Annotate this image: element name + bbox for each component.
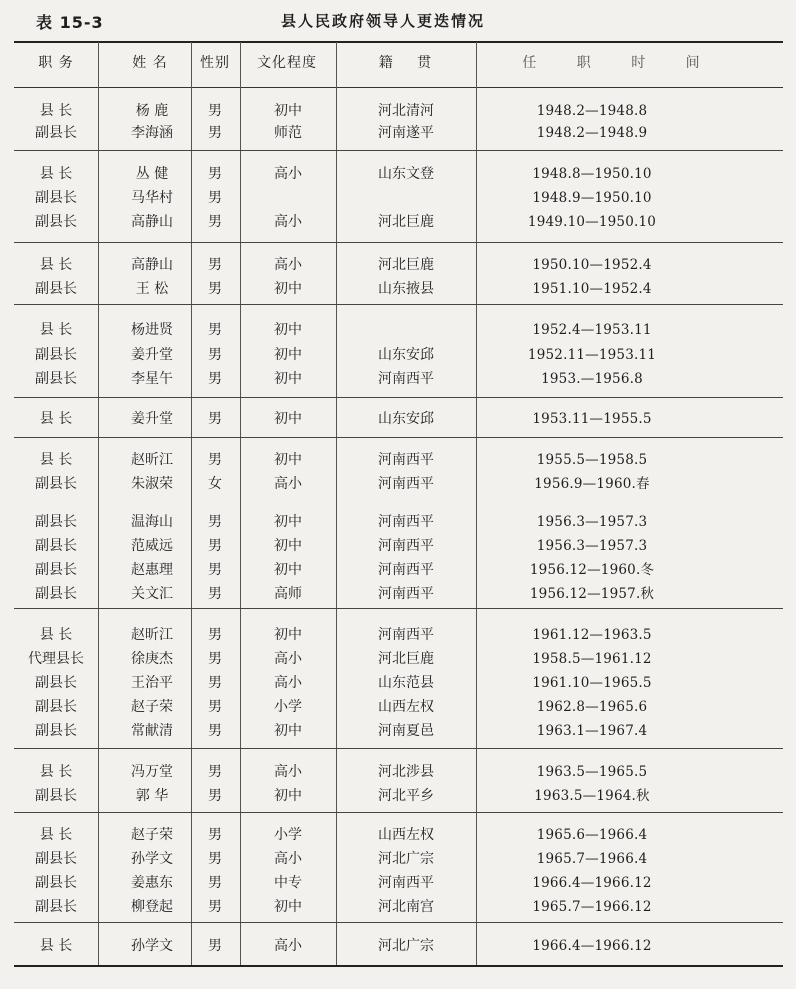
origin-cell: 山东安邱: [378, 411, 434, 427]
origin-cell: 河北南宫: [378, 899, 434, 915]
gender-cell: 男: [208, 899, 222, 915]
position-cell: 县 长: [39, 166, 73, 182]
education-cell: 初中: [274, 347, 302, 363]
name-cell: 李海涵: [131, 125, 173, 141]
education-cell: 初中: [274, 723, 302, 739]
header-tenure: 任 职 时 间: [522, 55, 718, 71]
tenure-cell: 1951.10—1952.4: [532, 281, 652, 297]
origin-cell: 山西左权: [378, 699, 434, 715]
origin-cell: 河南西平: [378, 538, 434, 554]
origin-cell: 河南西平: [378, 562, 434, 578]
name-cell: 赵子荣: [131, 699, 173, 715]
origin-cell: 河北平乡: [378, 788, 434, 804]
name-cell: 王治平: [131, 675, 173, 691]
origin-cell: 河北巨鹿: [378, 651, 434, 667]
header-origin: 籍 贯: [378, 55, 442, 71]
column-divider: [191, 42, 192, 965]
name-cell: 赵子荣: [131, 827, 173, 843]
group-separator: [14, 397, 783, 398]
education-cell: 高小: [274, 214, 302, 230]
header-name: 姓 名: [132, 55, 168, 71]
name-cell: 马华村: [131, 190, 173, 206]
table-caption: [36, 6, 776, 36]
tenure-cell: 1965.6—1966.4: [536, 827, 648, 843]
name-cell: 杨 鹿: [135, 103, 169, 119]
name-cell: 姜升堂: [131, 347, 173, 363]
education-cell: 初中: [274, 322, 302, 338]
position-cell: 副县长: [35, 371, 77, 387]
tenure-cell: 1948.8—1950.10: [532, 166, 652, 182]
tenure-cell: 1966.4—1966.12: [532, 875, 652, 891]
name-cell: 孙学文: [131, 938, 173, 954]
position-cell: 县 长: [39, 827, 73, 843]
education-cell: 高小: [274, 651, 302, 667]
origin-cell: 山东掖县: [378, 281, 434, 297]
name-cell: 孙学文: [131, 851, 173, 867]
origin-cell: 河南西平: [378, 476, 434, 492]
column-divider: [98, 42, 99, 965]
position-cell: 县 长: [39, 411, 73, 427]
position-cell: 副县长: [35, 788, 77, 804]
education-cell: 中专: [274, 875, 302, 891]
gender-cell: 男: [208, 322, 222, 338]
tenure-cell: 1949.10—1950.10: [527, 214, 657, 230]
gender-cell: 男: [208, 514, 222, 530]
origin-cell: 山东安邱: [378, 347, 434, 363]
gender-cell: 男: [208, 675, 222, 691]
gender-cell: 男: [208, 586, 222, 602]
gender-cell: 男: [208, 723, 222, 739]
header-gender: 性别: [200, 55, 230, 71]
position-cell: 副县长: [35, 675, 77, 691]
gender-cell: 男: [208, 257, 222, 273]
tenure-cell: 1966.4—1966.12: [532, 938, 652, 954]
name-cell: 徐庚杰: [131, 651, 173, 667]
name-cell: 赵惠理: [131, 562, 173, 578]
position-cell: 副县长: [35, 899, 77, 915]
group-separator: [14, 748, 783, 749]
column-divider: [336, 42, 337, 965]
name-cell: 朱淑荣: [131, 476, 173, 492]
position-cell: 县 长: [39, 103, 73, 119]
education-cell: 高小: [274, 257, 302, 273]
position-cell: 副县长: [35, 699, 77, 715]
position-cell: 副县长: [35, 347, 77, 363]
group-separator: [14, 150, 783, 151]
group-separator: [14, 922, 783, 923]
origin-cell: 河北巨鹿: [378, 257, 434, 273]
education-cell: 初中: [274, 514, 302, 530]
gender-cell: 男: [208, 166, 222, 182]
origin-cell: 河南西平: [378, 514, 434, 530]
education-cell: 小学: [274, 699, 302, 715]
tenure-cell: 1961.10—1965.5: [532, 675, 652, 691]
education-cell: 师范: [274, 125, 302, 141]
group-separator: [14, 437, 783, 438]
position-cell: 副县长: [35, 214, 77, 230]
name-cell: 关文汇: [131, 586, 173, 602]
group-separator: [14, 608, 783, 609]
name-cell: 冯万堂: [131, 764, 173, 780]
origin-cell: 河南西平: [378, 875, 434, 891]
tenure-cell: 1952.4—1953.11: [532, 322, 652, 338]
education-cell: 初中: [274, 103, 302, 119]
position-cell: 副县长: [35, 538, 77, 554]
tenure-cell: 1958.5—1961.12: [532, 651, 652, 667]
gender-cell: 男: [208, 875, 222, 891]
name-cell: 杨进贤: [131, 322, 173, 338]
education-cell: 小学: [274, 827, 302, 843]
origin-cell: 河北广宗: [378, 851, 434, 867]
name-cell: 温海山: [131, 514, 173, 530]
education-cell: 高小: [274, 938, 302, 954]
name-cell: 王 松: [135, 281, 169, 297]
tenure-cell: 1956.12—1957.秋: [529, 586, 655, 602]
tenure-cell: 1955.5—1958.5: [536, 452, 648, 468]
education-cell: 初中: [274, 562, 302, 578]
position-cell: 县 长: [39, 938, 73, 954]
origin-cell: 山东文登: [378, 166, 434, 182]
gender-cell: 男: [208, 190, 222, 206]
tenure-cell: 1948.9—1950.10: [532, 190, 652, 206]
column-divider: [476, 42, 477, 965]
group-separator: [14, 812, 783, 813]
tenure-cell: 1953.11—1955.5: [532, 411, 652, 427]
tenure-cell: 1953.—1956.8: [541, 371, 643, 387]
column-divider: [240, 42, 241, 965]
education-cell: 高师: [274, 586, 302, 602]
tenure-cell: 1948.2—1948.8: [536, 103, 648, 119]
tenure-cell: 1961.12—1963.5: [532, 627, 652, 643]
origin-cell: 河南遂平: [378, 125, 434, 141]
gender-cell: 男: [208, 452, 222, 468]
tenure-cell: 1962.8—1965.6: [536, 699, 648, 715]
position-cell: 副县长: [35, 190, 77, 206]
position-cell: 副县长: [35, 851, 77, 867]
education-cell: 初中: [274, 452, 302, 468]
tenure-cell: 1963.5—1965.5: [536, 764, 648, 780]
education-cell: 初中: [274, 627, 302, 643]
education-cell: 高小: [274, 675, 302, 691]
name-cell: 姜惠东: [131, 875, 173, 891]
tenure-cell: 1956.12—1960.冬: [529, 562, 655, 578]
origin-cell: 河南西平: [378, 627, 434, 643]
name-cell: 高静山: [131, 214, 173, 230]
position-cell: 副县长: [35, 281, 77, 297]
gender-cell: 男: [208, 851, 222, 867]
education-cell: 高小: [274, 764, 302, 780]
education-cell: 高小: [274, 166, 302, 182]
education-cell: 初中: [274, 899, 302, 915]
origin-cell: 河北清河: [378, 103, 434, 119]
origin-cell: 山西左权: [378, 827, 434, 843]
header-position: 职 务: [38, 55, 74, 71]
origin-cell: 山东范县: [378, 675, 434, 691]
tenure-cell: 1963.5—1964.秋: [534, 788, 650, 804]
origin-cell: 河北涉县: [378, 764, 434, 780]
tenure-cell: 1965.7—1966.4: [536, 851, 648, 867]
education-cell: 初中: [274, 281, 302, 297]
gender-cell: 女: [208, 476, 222, 492]
origin-cell: 河南西平: [378, 371, 434, 387]
name-cell: 李星午: [131, 371, 173, 387]
position-cell: 代理县长: [28, 651, 84, 667]
tenure-cell: 1965.7—1966.12: [532, 899, 652, 915]
name-cell: 高静山: [131, 257, 173, 273]
position-cell: 县 长: [39, 452, 73, 468]
top-rule: [14, 41, 783, 43]
group-separator: [14, 304, 783, 305]
gender-cell: 男: [208, 562, 222, 578]
name-cell: 赵昕江: [131, 452, 173, 468]
header-education: 文化程度: [257, 55, 317, 71]
table-title: 县人民政府领导人更迭情况: [281, 12, 486, 30]
gender-cell: 男: [208, 788, 222, 804]
gender-cell: 男: [208, 214, 222, 230]
tenure-cell: 1956.9—1960.春: [534, 476, 650, 492]
bottom-rule: [14, 965, 783, 967]
group-separator: [14, 242, 783, 243]
position-cell: 副县长: [35, 875, 77, 891]
table-number: 表 15-3: [36, 13, 104, 32]
gender-cell: 男: [208, 827, 222, 843]
gender-cell: 男: [208, 764, 222, 780]
tenure-cell: 1948.2—1948.9: [536, 125, 648, 141]
gender-cell: 男: [208, 281, 222, 297]
position-cell: 副县长: [35, 514, 77, 530]
tenure-cell: 1956.3—1957.3: [536, 514, 648, 530]
position-cell: 县 长: [39, 627, 73, 643]
name-cell: 常献清: [131, 723, 173, 739]
position-cell: 副县长: [35, 476, 77, 492]
education-cell: 初中: [274, 411, 302, 427]
education-cell: 初中: [274, 788, 302, 804]
position-cell: 县 长: [39, 764, 73, 780]
origin-cell: 河北广宗: [378, 938, 434, 954]
gender-cell: 男: [208, 538, 222, 554]
tenure-cell: 1952.11—1953.11: [527, 347, 657, 363]
education-cell: 高小: [274, 851, 302, 867]
gender-cell: 男: [208, 651, 222, 667]
gender-cell: 男: [208, 627, 222, 643]
position-cell: 县 长: [39, 257, 73, 273]
origin-cell: 河南西平: [378, 452, 434, 468]
position-cell: 副县长: [35, 586, 77, 602]
position-cell: 副县长: [35, 562, 77, 578]
tenure-cell: 1956.3—1957.3: [536, 538, 648, 554]
education-cell: 初中: [274, 538, 302, 554]
name-cell: 郭 华: [135, 788, 169, 804]
gender-cell: 男: [208, 411, 222, 427]
position-cell: 副县长: [35, 125, 77, 141]
name-cell: 姜升堂: [131, 411, 173, 427]
tenure-cell: 1963.1—1967.4: [536, 723, 648, 739]
position-cell: 副县长: [35, 723, 77, 739]
gender-cell: 男: [208, 938, 222, 954]
gender-cell: 男: [208, 347, 222, 363]
tenure-cell: 1950.10—1952.4: [532, 257, 652, 273]
header-rule: [14, 87, 783, 88]
gender-cell: 男: [208, 699, 222, 715]
name-cell: 柳登起: [131, 899, 173, 915]
gender-cell: 男: [208, 103, 222, 119]
origin-cell: 河北巨鹿: [378, 214, 434, 230]
origin-cell: 河南夏邑: [378, 723, 434, 739]
name-cell: 范威远: [131, 538, 173, 554]
education-cell: 初中: [274, 371, 302, 387]
name-cell: 赵昕江: [131, 627, 173, 643]
gender-cell: 男: [208, 371, 222, 387]
gender-cell: 男: [208, 125, 222, 141]
education-cell: 高小: [274, 476, 302, 492]
name-cell: 丛 健: [135, 166, 169, 182]
origin-cell: 河南西平: [378, 586, 434, 602]
position-cell: 县 长: [39, 322, 73, 338]
